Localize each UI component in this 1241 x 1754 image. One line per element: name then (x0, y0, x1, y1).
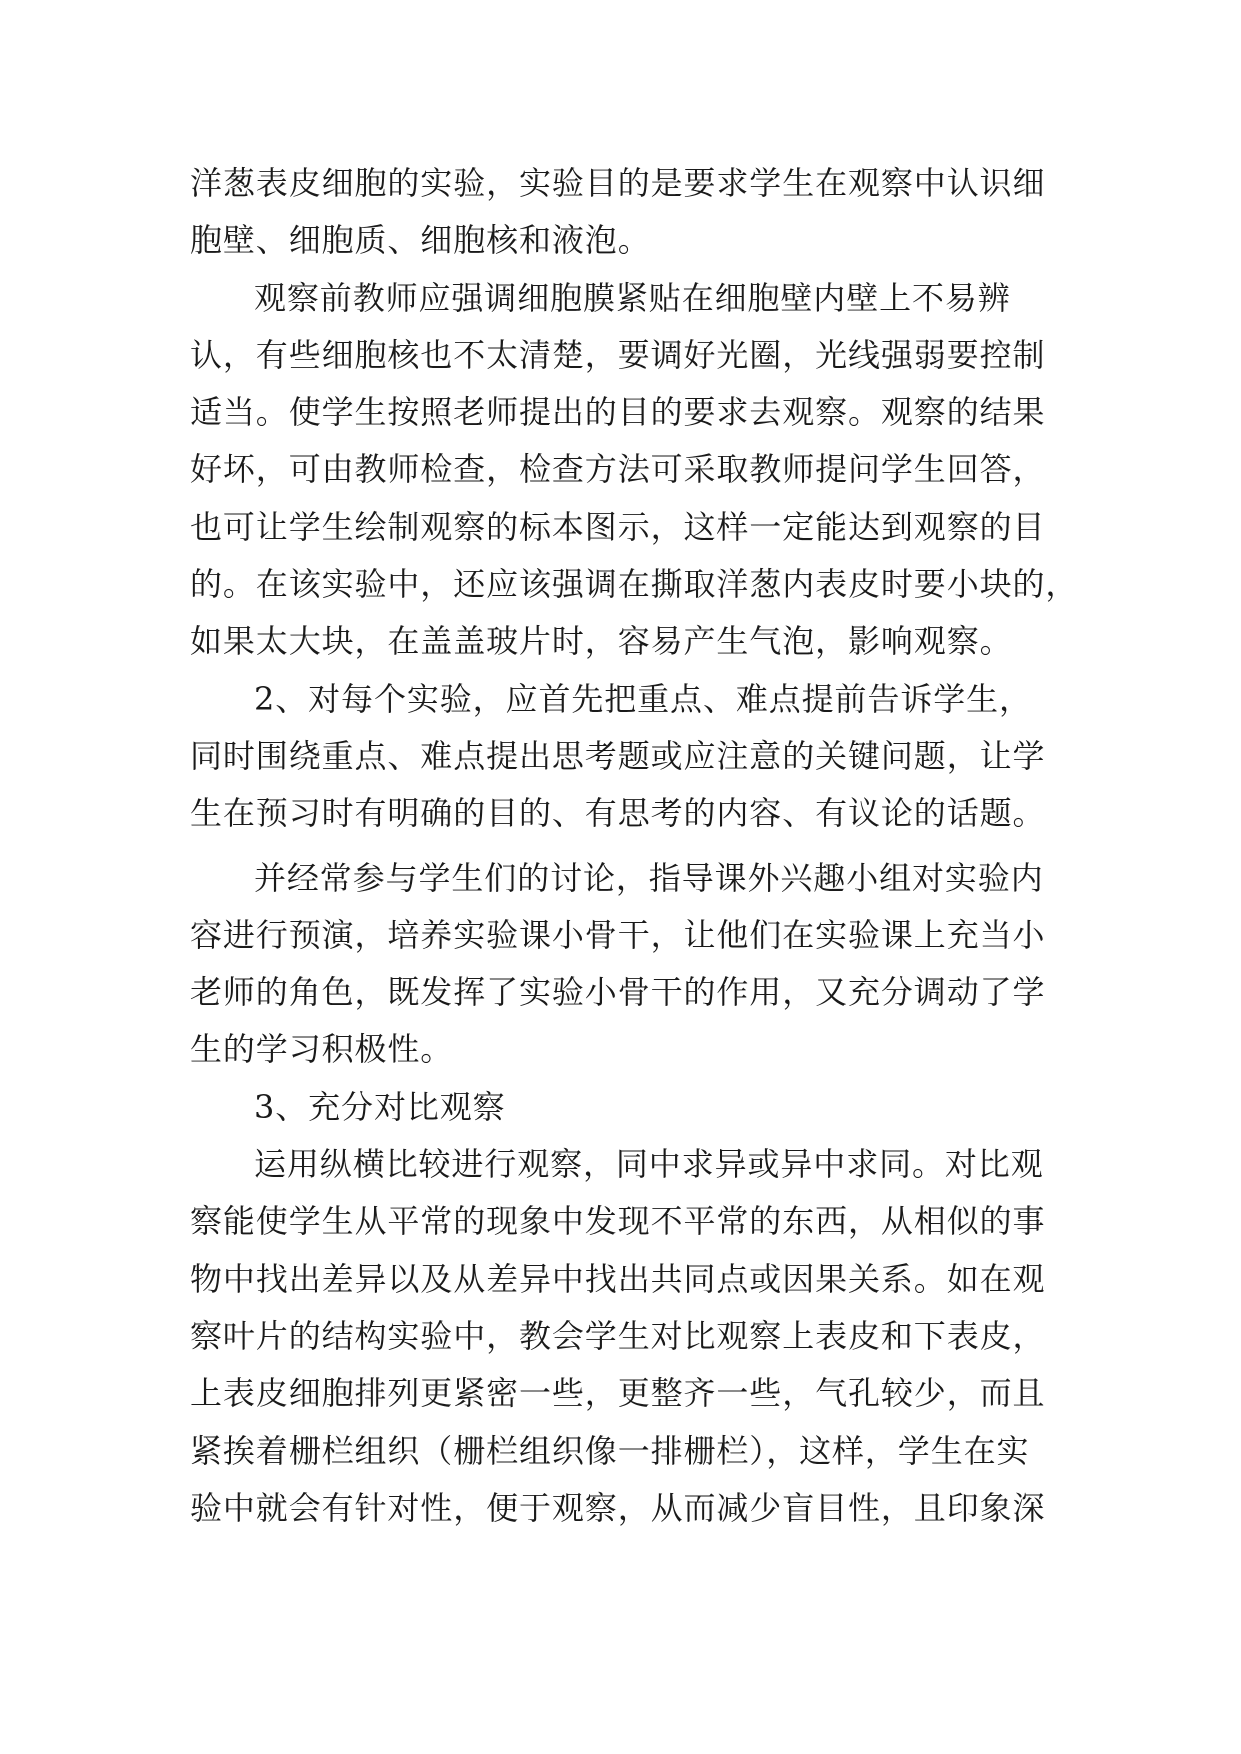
text-line: 老师的角色，既发挥了实验小骨干的作用，又充分调动了学 (190, 973, 1046, 1012)
paragraph-student-discussion (190, 850, 1050, 1079)
paragraph-observation-guidance (190, 270, 1079, 671)
text-line: 同时围绕重点、难点提出思考题或应注意的关键问题，让学 (190, 736, 1046, 775)
text-line: 适当。使学生按照老师提出的目的要求去观察。观察的结果 (190, 393, 1046, 432)
text-line: 如果太大块，在盖盖玻片时，容易产生气泡，影响观察。 (190, 622, 1013, 661)
text-line: 的。在该实验中，还应该强调在撕取洋葱内表皮时要小块的， (190, 565, 1079, 604)
paragraph-spacing (190, 843, 1050, 850)
text-line: 洋葱表皮细胞的实验，实验目的是要求学生在观察中认识细 (190, 164, 1046, 202)
text-line: 生的学习积极性。 (190, 1030, 454, 1069)
paragraph-onion-experiment-end (190, 155, 1050, 270)
section-heading: 3、充分对比观察 (254, 1087, 506, 1126)
text-line: 2、对每个实验，应首先把重点、难点提前告诉学生， (254, 679, 1032, 718)
text-line: 认，有些细胞核也不太清楚，要调好光圈，光线强弱要控制 (190, 335, 1046, 374)
paragraph-point-2 (190, 671, 1050, 843)
text-line: 察叶片的结构实验中，教会学生对比观察上表皮和下表皮， (190, 1316, 1046, 1355)
text-line: 紧挨着栅栏组织（栅栏组织像一排栅栏），这样，学生在实 (190, 1431, 1030, 1470)
paragraph-comparison-observation (190, 1136, 1050, 1537)
text-line: 物中找出差异以及从差异中找出共同点或因果关系。如在观 (190, 1259, 1046, 1298)
text-line: 生在预习时有明确的目的、有思考的内容、有议论的话题。 (190, 794, 1046, 833)
section-heading-point-3 (190, 1079, 1050, 1136)
text-line: 好坏，可由教师检查，检查方法可采取教师提问学生回答， (190, 450, 1046, 489)
text-line: 运用纵横比较进行观察，同中求异或异中求同。对比观 (254, 1145, 1044, 1184)
text-line: 观察前教师应强调细胞膜紧贴在细胞壁内壁上不易辨 (254, 278, 1011, 317)
text-line: 上表皮细胞排列更紧密一些，更整齐一些，气孔较少，而且 (190, 1374, 1046, 1413)
text-line: 也可让学生绘制观察的标本图示，这样一定能达到观察的目 (190, 507, 1046, 546)
text-line: 胞壁、细胞质、细胞核和液泡。 (190, 221, 651, 260)
text-line: 验中就会有针对性，便于观察，从而减少盲目性，且印象深 (190, 1488, 1046, 1527)
text-line: 容进行预演，培养实验课小骨干，让他们在实验课上充当小 (190, 915, 1046, 954)
document-body (190, 155, 1079, 1537)
text-line: 察能使学生从平常的现象中发现不平常的东西，从相似的事 (190, 1202, 1046, 1241)
text-line: 并经常参与学生们的讨论，指导课外兴趣小组对实验内 (254, 858, 1044, 897)
